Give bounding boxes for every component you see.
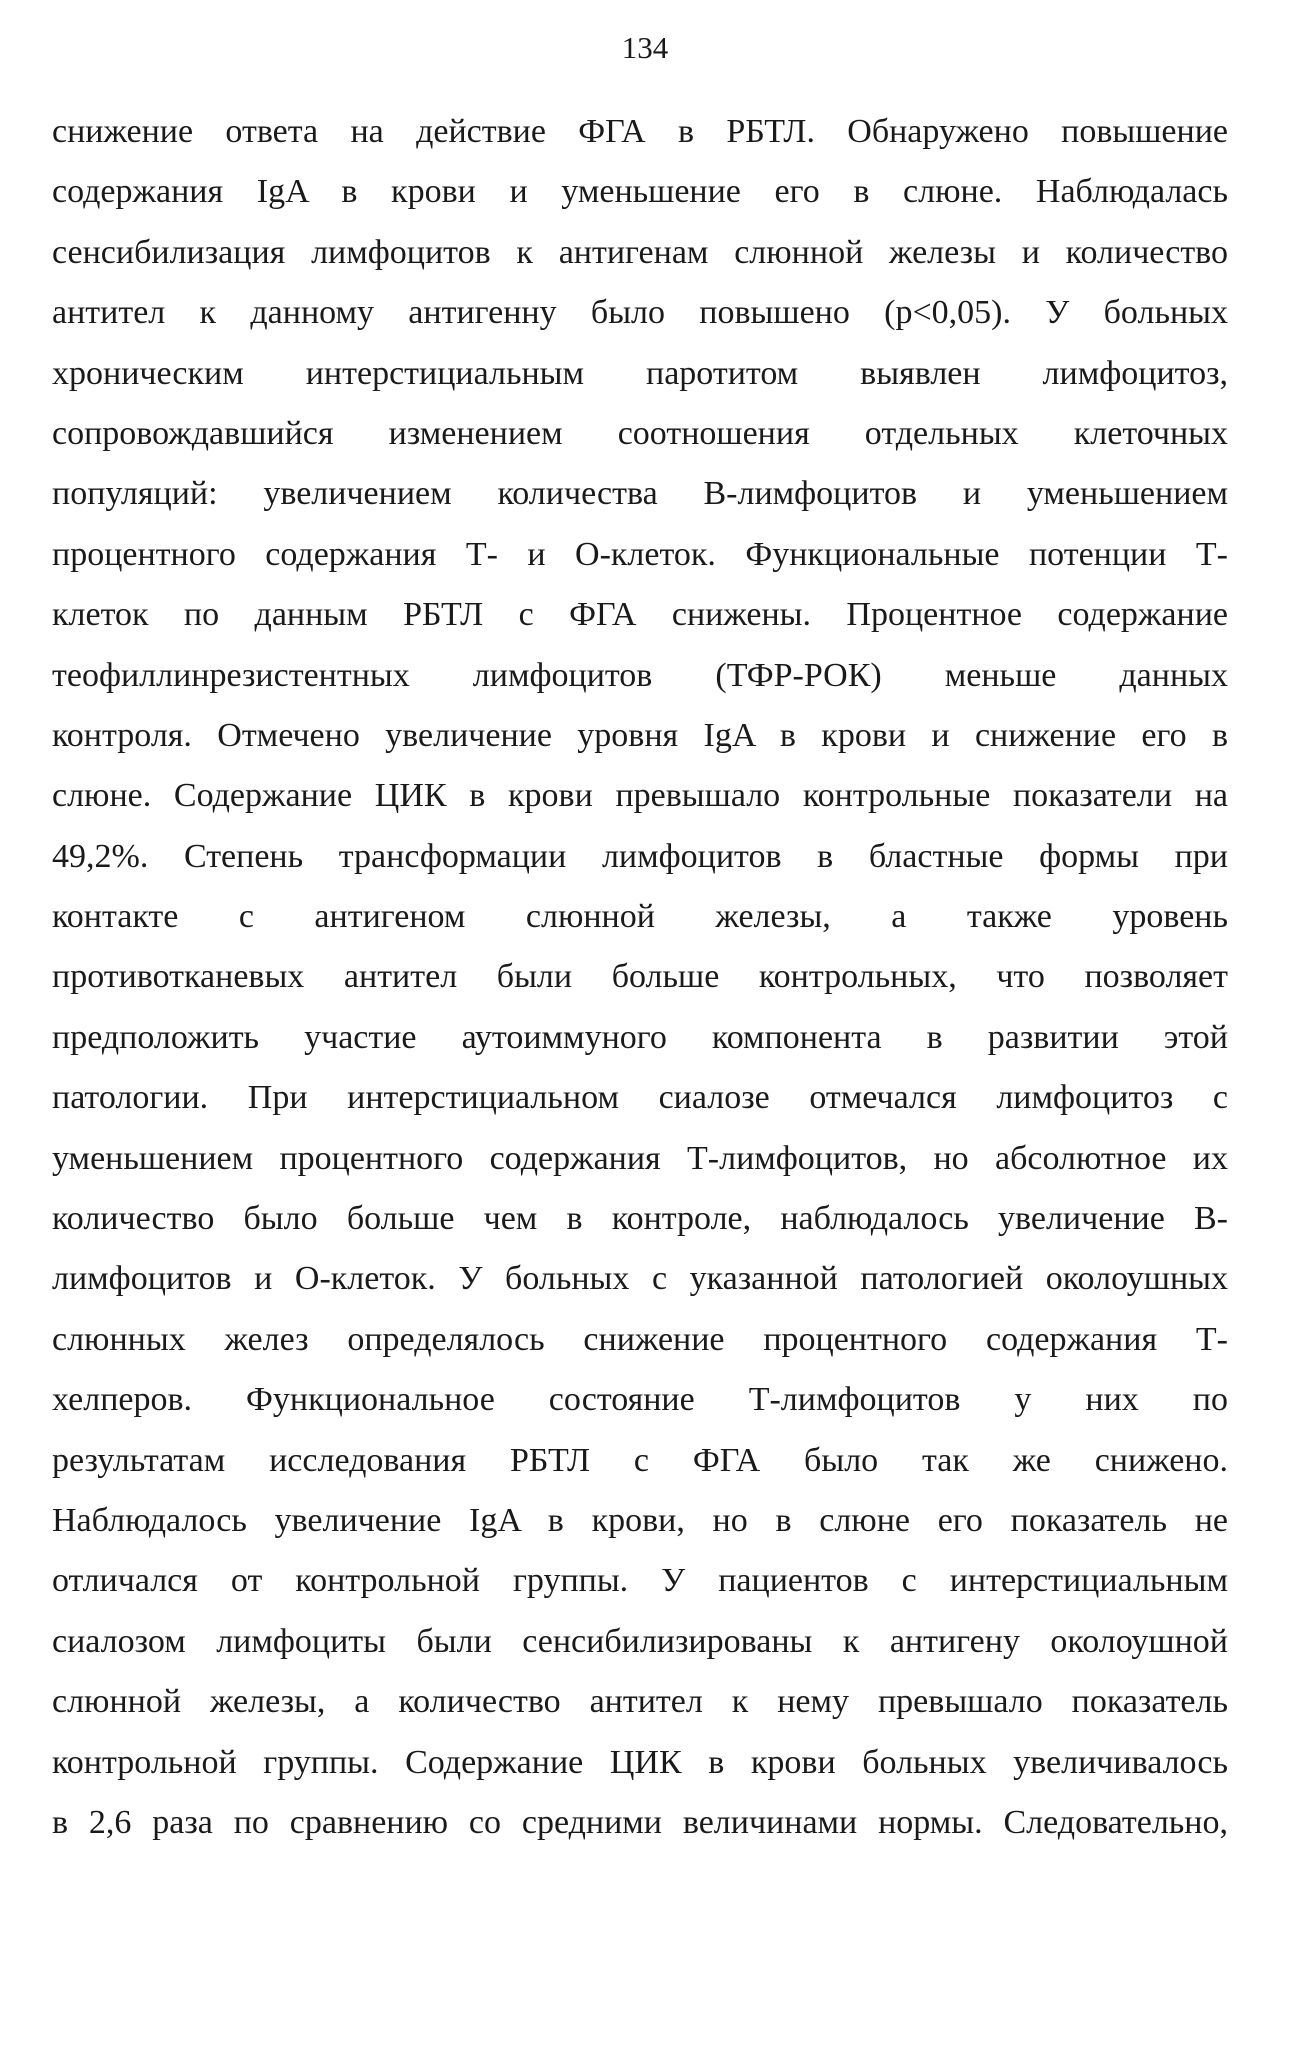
text-line: 49,2%. Степень трансформации лимфоцитов в бластные формы при [52,837,1228,875]
text-line: предположить участие аутоиммуного компонента в развитии этой [52,1018,1228,1056]
text-line: Наблюдалось увеличение IgA в крови, но в слюне его показатель не [52,1501,1228,1539]
text-line: хелперов. Функциональное состояние Т-лимфоцитов у них по [52,1381,1228,1419]
page-number: 134 [621,30,669,65]
text-line: слюне. Содержание ЦИК в крови превышало контрольные показатели на [52,777,1228,815]
text-line: в 2,6 раза по сравнению со средними величинами нормы. Следовательно, [52,1803,1228,1841]
text-line: результатам исследования РБТЛ с ФГА было так же снижено. [52,1441,1228,1479]
text-line: патологии. При интерстициальном сиалозе отмечался лимфоцитоз с [52,1079,1228,1117]
text-line: лимфоцитов и О-клеток. У больных с указанной патологией околоушных [52,1260,1228,1298]
text-line: популяций: увеличением количества В-лимфоцитов и уменьшением [52,475,1228,513]
body-text [52,102,1228,1853]
text-line: слюнной железы, а количество антител к нему превышало показатель [52,1683,1228,1721]
text-line: количество было больше чем в контроле, наблюдалось увеличение В- [52,1200,1228,1238]
text-line: сиалозом лимфоциты были сенсибилизированы к антигену околоушной [52,1622,1228,1660]
text-line: противотканевых антител были больше контрольных, что позволяет [52,958,1228,996]
text-line: сенсибилизация лимфоцитов к антигенам слюнной железы и количество [52,233,1228,271]
text-line: процентного содержания Т- и О-клеток. Функциональные потенции Т- [52,535,1228,573]
text-line: снижение ответа на действие ФГА в РБТЛ. Обнаружено повышение [52,113,1228,150]
text-line: контроля. Отмечено увеличение уровня IgA в крови и снижение его в [52,716,1228,754]
text-line: клеток по данным РБТЛ с ФГА снижены. Процентное содержание [52,596,1228,634]
text-line: отличался от контрольной группы. У пациентов с интерстициальным [52,1562,1228,1600]
text-line: теофиллинрезистентных лимфоцитов (ТФР-РОК) меньше данных [52,656,1228,694]
text-line: хроническим интерстициальным паротитом выявлен лимфоцитоз, [52,354,1228,392]
text-line: контакте с антигеном слюнной железы, а также уровень [52,898,1228,936]
text-line: сопровождавшийся изменением соотношения отдельных клеточных [52,414,1228,452]
text-line: антител к данному антигенну было повышено (p<0,05). У больных [52,294,1228,332]
text-line: уменьшением процентного содержания Т-лимфоцитов, но абсолютное их [52,1139,1228,1177]
text-line: контрольной группы. Содержание ЦИК в крови больных увеличивалось [52,1743,1228,1781]
text-line: содержания IgA в крови и уменьшение его в слюне. Наблюдалась [52,173,1228,211]
text-line: слюнных желез определялось снижение процентного содержания Т- [52,1320,1228,1358]
